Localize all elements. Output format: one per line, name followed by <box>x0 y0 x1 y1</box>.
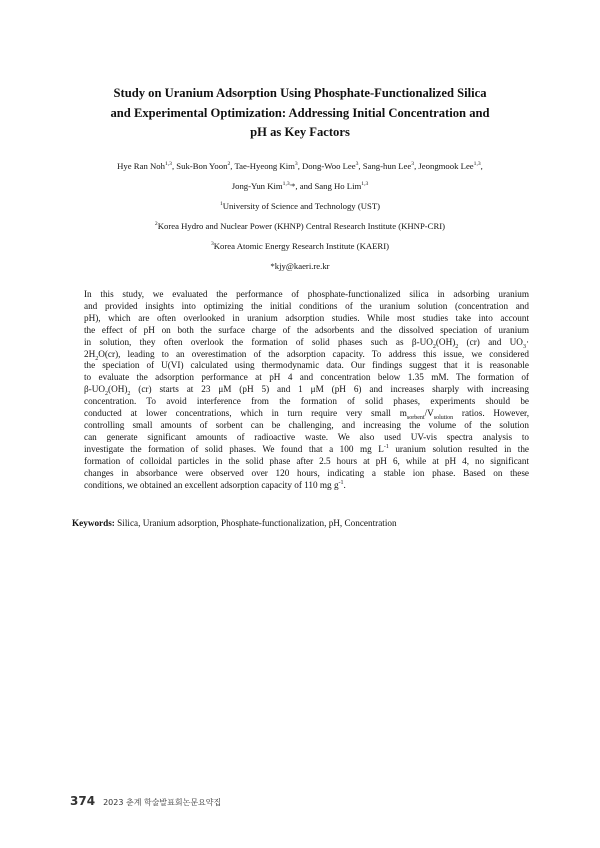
abstract-line: controlling small amounts of sorbent can be challenging, and increasing the volume of the solution <box>84 419 529 430</box>
abstract <box>72 289 529 491</box>
subscript: solution <box>433 414 454 421</box>
affiliation-text: Korea Hydro and Nuclear Power (KHNP) Central Research Institute (KHNP-CRI) <box>157 221 446 231</box>
text-run: · <box>525 336 529 347</box>
author-affil-sup: 1,3 <box>473 161 481 168</box>
text-run: uranium solution resulted in the <box>388 443 529 454</box>
text-run: in solution, they often overlook the formation of solid phases such as β-UO <box>84 336 433 347</box>
author-name: Sang-hun Lee <box>362 161 412 171</box>
journal-name: 2023 춘계 학술발표회논문요약집 <box>103 798 222 807</box>
abstract-line <box>72 349 529 361</box>
subscript: 2 <box>455 343 459 350</box>
author-affil-sup: 1,3 <box>361 181 369 188</box>
author-sep: , <box>297 161 303 171</box>
text-run: (cr) and UO <box>458 336 523 347</box>
author-affil-sup: 3 <box>294 161 298 168</box>
author-affil-sup: 1,3 <box>164 161 172 168</box>
abstract-line: changes in absorbance were observed over 120 hours, indicating a stable ion phase. Based on these <box>84 467 529 478</box>
abstract-line: can generate significant amounts of radioactive waste. We also used UV-vis spectra analysis to <box>84 431 529 442</box>
affiliation <box>70 236 530 256</box>
keywords <box>72 517 529 529</box>
text-run: (OH) <box>435 336 456 347</box>
abstract-line: and provided insights into optimizing the initial conditions of the uranium solution (concentration and <box>84 300 529 311</box>
superscript: -1 <box>383 443 389 450</box>
abstract-line: the effect of pH on both the surface charge of the adsorbents and the dissolved speciation of uranium <box>84 324 529 335</box>
page-footer <box>70 790 221 809</box>
affiliation-text: Korea Atomic Energy Research Institute (KAERI) <box>213 241 390 251</box>
abstract-line <box>72 408 529 420</box>
text-run: 2H <box>84 348 96 359</box>
text-run: β-UO <box>84 384 106 395</box>
abstract-line: In this study, we evaluated the performance of phosphate-functionalized silica in adsorbing uranium <box>84 289 529 299</box>
author-name: Sang Ho Lim <box>314 181 362 191</box>
paper-title <box>60 84 540 143</box>
keywords-text: Silica, Uranium adsorption, Phosphate-functionalization, pH, Concentration <box>114 518 397 528</box>
corresponding-email: *kjy@kaeri.re.kr <box>270 261 330 271</box>
text-run: O(cr), leading to an overestimation of the adsorption capacity. To address this issue, we considered <box>98 348 529 359</box>
subscript: 2 <box>95 355 99 362</box>
author-line-1 <box>70 156 530 176</box>
author-name: Hye Ran Noh <box>117 161 165 171</box>
affiliation <box>70 196 530 216</box>
affiliation-sup: 1 <box>219 201 223 208</box>
abstract-line <box>72 384 529 396</box>
text-run: . <box>343 479 346 490</box>
text-run: conducted at lower concentrations, which in turn require very small m <box>84 408 407 419</box>
author-sep: , <box>414 161 419 171</box>
affiliation-text: University of Science and Technology (UST) <box>222 201 381 211</box>
affiliation-sup: 3 <box>210 241 214 248</box>
subscript: sorbent <box>406 414 425 421</box>
author-name: Suk-Bon Yoon <box>176 161 228 171</box>
author-name: Tae-Hyeong Kim <box>234 161 295 171</box>
author-name: Jeongmook Lee <box>418 161 474 171</box>
text-run: (OH) <box>108 384 128 395</box>
title-line: pH as Key Factors <box>250 125 350 139</box>
title-line: and Experimental Optimization: Addressing Initial Concentration and <box>110 105 490 120</box>
author-sep: *, and <box>291 181 315 191</box>
author-sep: , <box>358 161 363 171</box>
title-line: Study on Uranium Adsorption Using Phosphate-Functionalized Silica <box>113 86 487 100</box>
author-affil-sup: 2 <box>227 161 231 168</box>
affiliation-list <box>70 196 530 276</box>
author-name: Jong-Yun Kim <box>231 181 283 191</box>
text-run: ratios. However, <box>453 408 530 419</box>
abstract-line: concentration. To avoid interference from the formation of solid phases, experiments should be <box>84 396 529 407</box>
subscript: 2 <box>127 391 131 398</box>
text-run: /V <box>424 408 434 419</box>
author-sep: , <box>171 161 177 171</box>
keywords-label: Keywords: <box>72 518 115 528</box>
abstract-line <box>72 444 529 456</box>
page-number: 374 <box>70 794 96 808</box>
text-run: investigate the formation of solid phases. We found that a 100 mg L <box>84 443 384 454</box>
abstract-line: the speciation of U(VI) calculated using thermodynamic data. Our findings suggest that it is reasonable <box>84 360 529 371</box>
author-affil-sup: 3 <box>411 161 415 168</box>
abstract-line: to evaluate the adsorption performance at pH 4 and concentration below 1.35 mM. The formation of <box>84 372 529 383</box>
abstract-line: pH), which are often overlooked in uranium adsorption studies. While most studies take into account <box>84 312 529 323</box>
author-sep: , <box>480 161 483 171</box>
affiliation <box>70 216 530 236</box>
abstract-line: formation of colloidal particles in the solid phase after 2.5 hours at pH 6, while at pH 4, no significant <box>84 455 529 466</box>
author-sep: , <box>230 161 235 171</box>
subscript: 2 <box>105 391 109 398</box>
abstract-line <box>72 337 529 349</box>
text-run: (cr) starts at 23 μM (pH 5) and 1 μM (pH 6) and increases sharply with increasing <box>130 384 529 395</box>
author-name: Dong-Woo Lee <box>302 161 356 171</box>
author-affil-sup: 1,3, <box>282 181 292 188</box>
author-affil-sup: 3 <box>355 161 359 168</box>
abstract-paragraph <box>72 289 529 491</box>
text-run: conditions, we obtained an excellent adsorption capacity of 110 mg g <box>84 479 339 490</box>
superscript: -1 <box>338 479 344 486</box>
subscript: 2 <box>432 343 436 350</box>
subscript: 3 <box>522 343 526 350</box>
abstract-line <box>72 480 529 492</box>
author-line-2 <box>70 176 530 196</box>
author-list <box>70 156 530 196</box>
affiliation-sup: 2 <box>154 221 158 228</box>
